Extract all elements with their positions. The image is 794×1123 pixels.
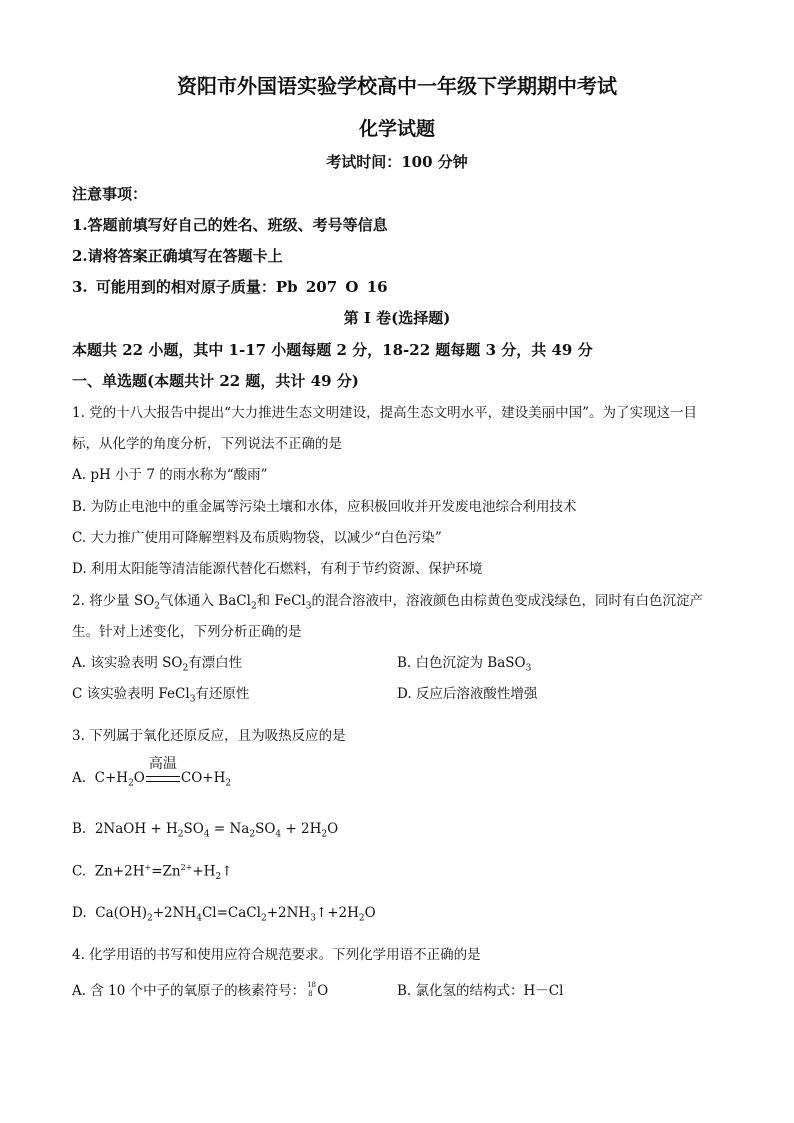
q2-option-d: D. 反应后溶液酸性增强 xyxy=(397,686,538,702)
q2-option-c: C 该实验表明 FeCl$_3$有还原性 xyxy=(72,686,250,705)
q1-stem-line1: 1. 党的十八大报告中提出“大力推进生态文明建设，提高生态文明水平，建设美丽中国”。为了实现这一目 xyxy=(72,405,697,421)
reaction-condition: 高温 xyxy=(148,756,177,772)
q1-option-a: A. pH 小于 7 的雨水称为“酸雨” xyxy=(72,467,268,483)
q3-option-d: D. $Ca(OH)_2+2NH_4Cl=CaCl_2+2NH_3↑+2H_2O$ xyxy=(72,905,376,924)
q2-option-a: A. 该实验表明 $SO_2$有漂白性 xyxy=(72,655,243,674)
note-item-3: 3. 可能用到的相对原子质量：Pb 207 O 16 xyxy=(72,278,388,296)
q1-option-b: B. 为防止电池中的重金属等污染土壤和水体，应积极回收并开发废电池综合利用技术 xyxy=(72,499,577,515)
notes-heading: 注意事项： xyxy=(72,185,148,203)
subject-title: 化学试题 xyxy=(358,118,435,140)
q3-option-b: B. 2NaOH + $H_2SO_4 = Na_2SO_4 + 2H_2O$ xyxy=(72,821,339,840)
q3-option-c: C. $Zn+2H^+=Zn^{2+}+H_2↑$ xyxy=(72,863,233,883)
q3-option-a: A. $C+H_2O$ 高温 $CO+H_2$ xyxy=(72,770,231,789)
q1-stem-line2: 标，从化学的角度分析，下列说法不正确的是 xyxy=(72,436,342,452)
q4-stem: 4. 化学用语的书写和使用应符合规范要求。下列化学用语不正确的是 xyxy=(72,947,481,963)
q3-stem: 3. 下列属于氧化还原反应，且为吸热反应的是 xyxy=(72,728,346,744)
volume-title: 第 I 卷(选择题) xyxy=(343,309,451,327)
q1-option-c: C. 大力推广使用可降解塑料及布质购物袋，以减少“白色污染” xyxy=(72,530,442,546)
part-title: 一、单选题(本题共计 22 题，共计 49 分) xyxy=(72,372,359,390)
reaction-arrow xyxy=(145,756,181,786)
exam-title: 资阳市外国语实验学校高中一年级下学期期中考试 xyxy=(177,74,617,98)
section-summary: 本题共 22 小题，其中 1-17 小题每题 2 分，18-22 题每题 3 分，共 49 分 xyxy=(72,341,593,359)
q2-stem-line2: 生。针对上述变化，下列分析正确的是 xyxy=(72,624,302,640)
q4-option-b: B. 氯化氢的结构式：H－Cl xyxy=(397,983,564,999)
q4-option-a: A. 含 10 个中子的氧原子的核素符号： 18 8 O xyxy=(72,980,329,999)
note-item-1: 1.答题前填写好自己的姓名、班级、考号等信息 xyxy=(72,216,388,234)
nuclide-symbol: 18 8 xyxy=(307,980,317,998)
exam-time: 考试时间：100 分钟 xyxy=(326,153,468,171)
q1-option-d: D. 利用太阳能等清洁能源代替化石燃料，有利于节约资源、保护环境 xyxy=(72,561,483,577)
q2-stem-line1: 2. 将少量 $SO_2$气体通入 BaCl$_2$和 FeCl$_3$的混合溶液中，溶液颜色由棕黄色变成浅绿色，同时有白色沉淀产 xyxy=(72,593,703,612)
q2-option-b: B. 白色沉淀为 BaSO$_3$ xyxy=(397,655,532,674)
note-item-2: 2.请将答案正确填写在答题卡上 xyxy=(72,247,283,265)
